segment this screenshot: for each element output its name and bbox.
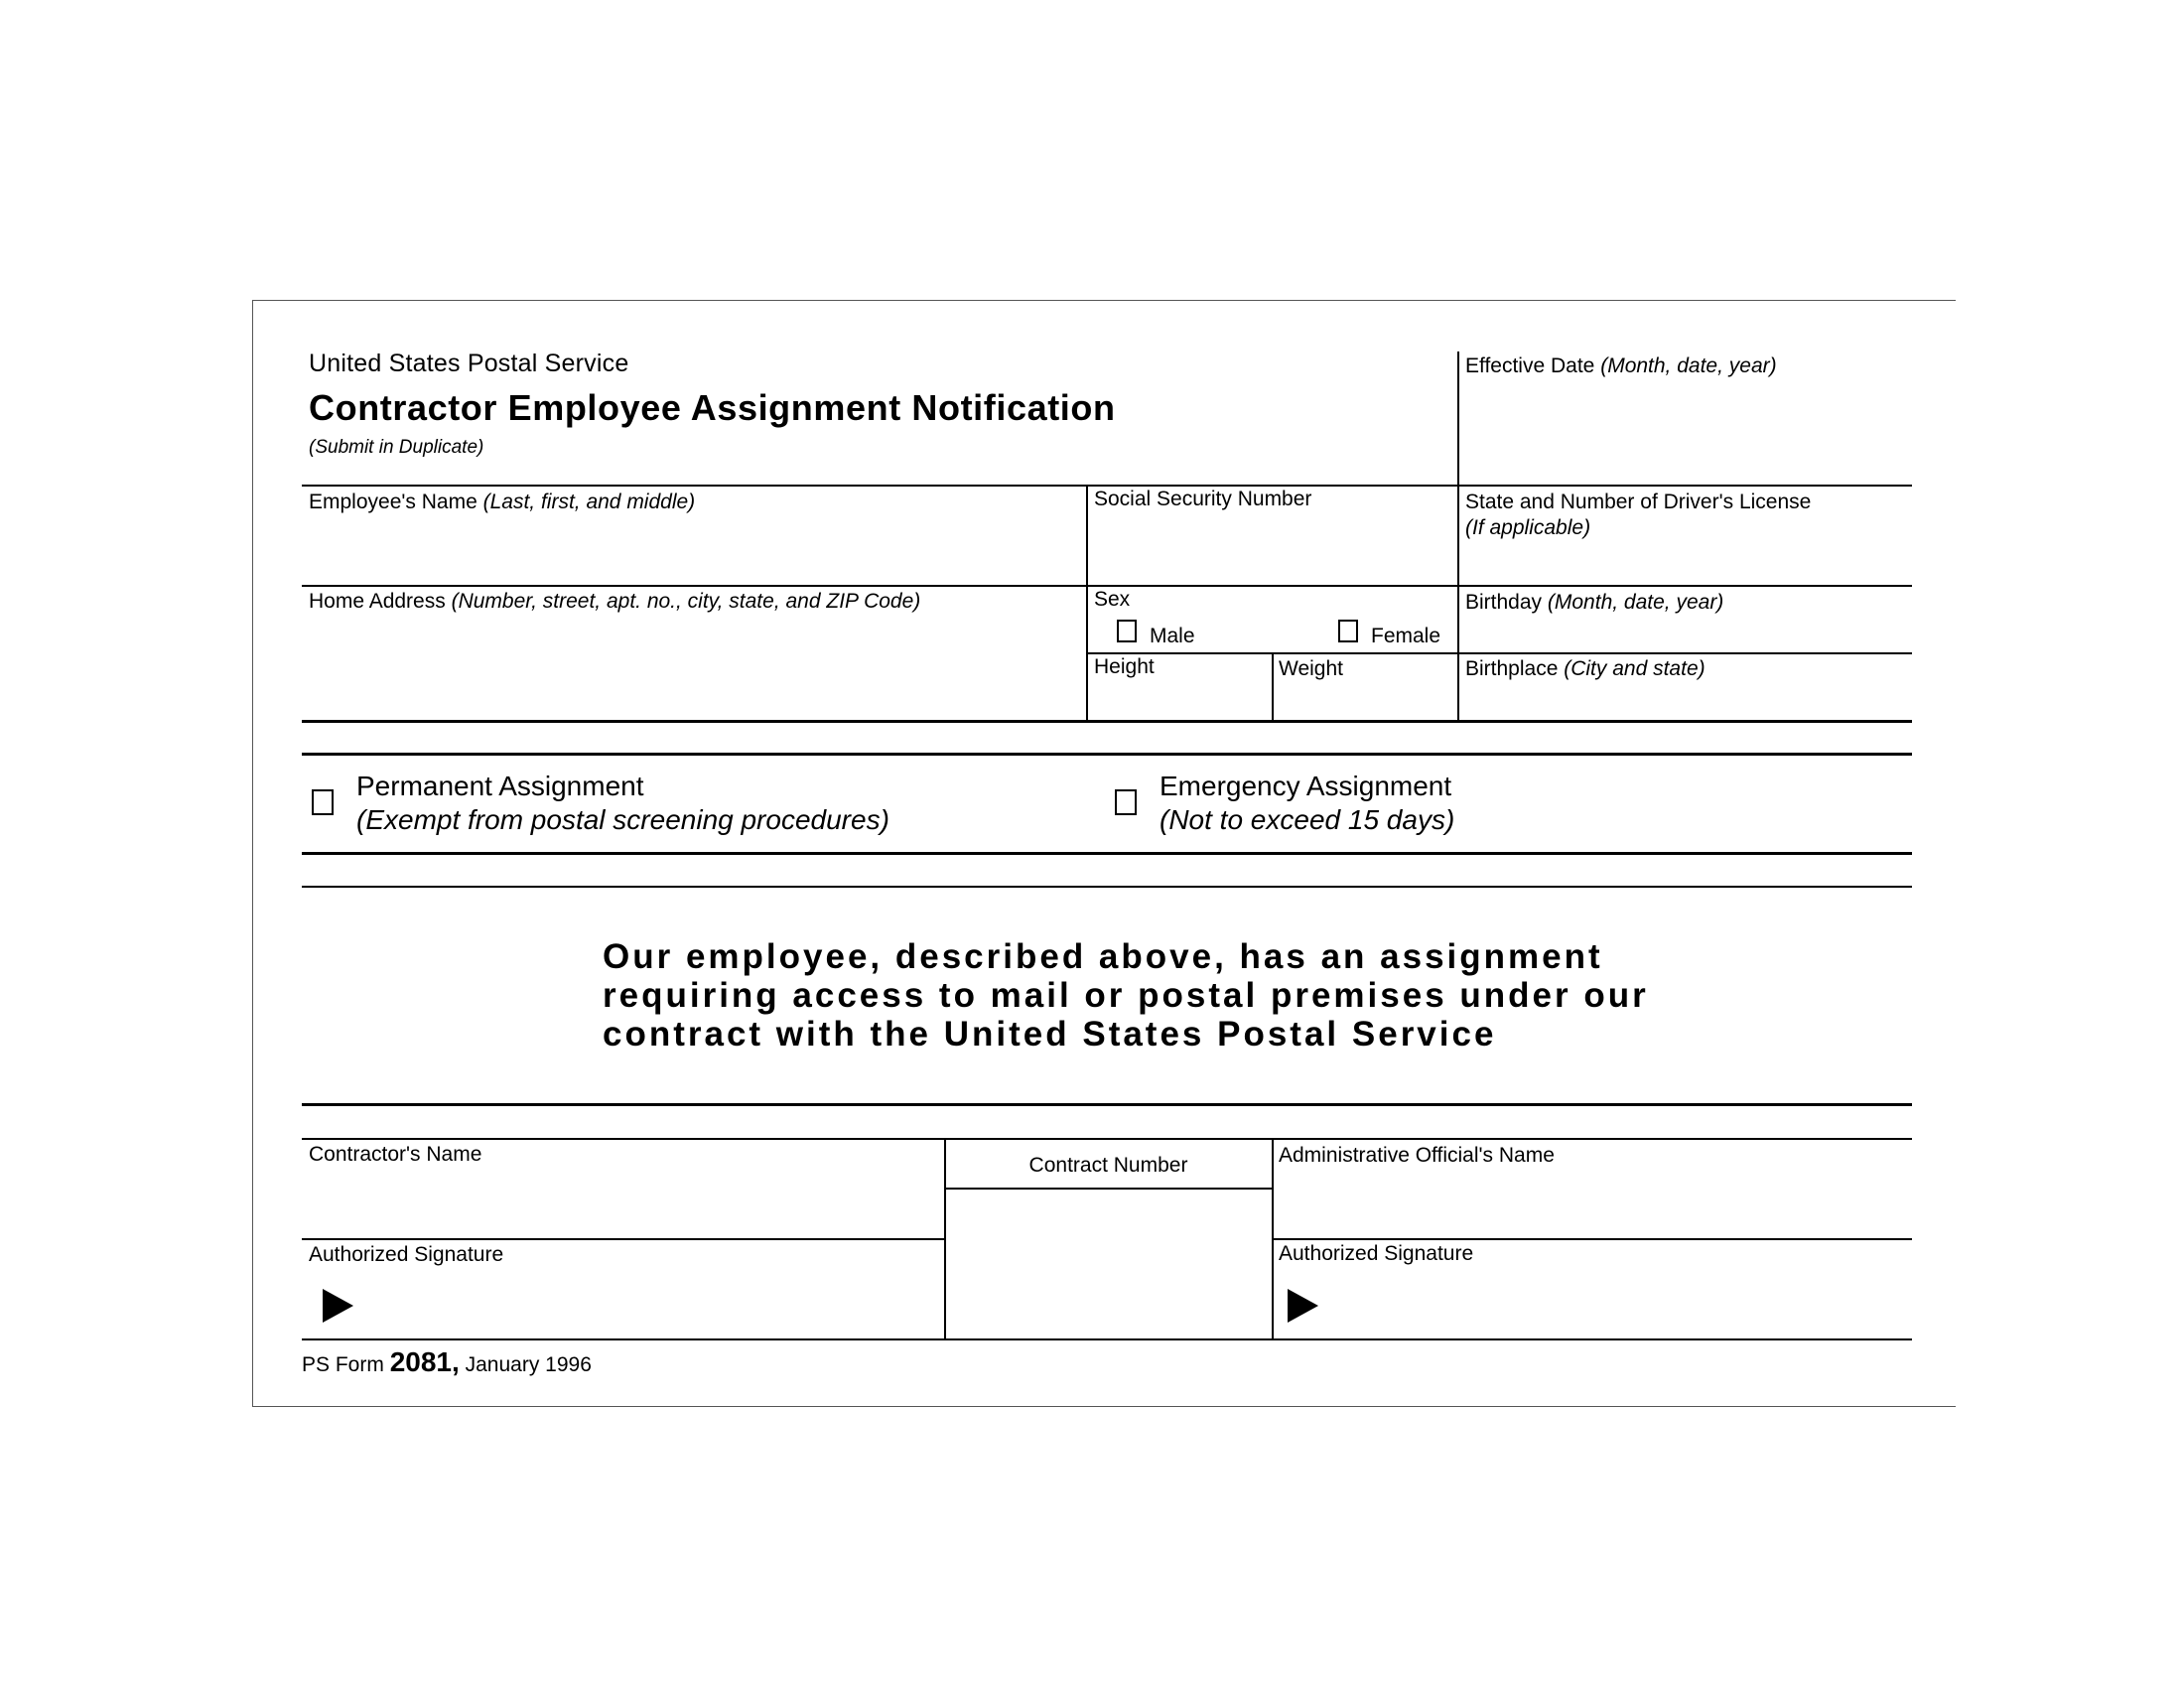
female-label: Female (1371, 625, 1441, 647)
home-address-field[interactable] (309, 618, 1083, 717)
statement-line: Our employee, described above, has an assignment (603, 937, 1603, 976)
home-address-label: Home Address (Number, street, apt. no., city, state, and ZIP Code) (309, 590, 921, 613)
ssn-label: Social Security Number (1094, 488, 1312, 510)
authorized-signature-label-left: Authorized Signature (309, 1243, 504, 1266)
section-divider (302, 720, 1912, 723)
assignment-statement (603, 937, 1649, 1054)
employee-name-label: Employee's Name (Last, first, and middle) (309, 491, 696, 513)
female-checkbox[interactable] (1338, 620, 1358, 642)
divider-ssn (1086, 485, 1088, 721)
contract-number-field[interactable] (948, 1192, 1270, 1336)
drivers-license-label: State and Number of Driver's License (1465, 491, 1812, 513)
row-divider (1272, 1238, 1912, 1240)
drivers-license-field[interactable] (1465, 542, 1902, 582)
divider-effective-date (1457, 352, 1459, 487)
effective-date-field[interactable] (1465, 381, 1902, 481)
section-divider (302, 753, 1912, 756)
authorized-signature-label-right: Authorized Signature (1279, 1242, 1474, 1265)
form-date: January 1996 (465, 1353, 592, 1376)
emergency-assignment-checkbox[interactable] (1115, 789, 1137, 815)
contractor-name-field[interactable] (309, 1170, 940, 1235)
birthplace-label: Birthplace (City and state) (1465, 657, 1706, 680)
row-divider (302, 1338, 1912, 1340)
effective-date-label: Effective Date (Month, date, year) (1465, 354, 1777, 377)
sex-label: Sex (1094, 588, 1131, 611)
form-note: (Submit in Duplicate) (309, 437, 484, 458)
permanent-assignment-title: Permanent Assignment (356, 771, 644, 801)
male-label: Male (1150, 625, 1195, 647)
form-border-left (252, 300, 253, 1407)
emergency-assignment-note: (Not to exceed 15 days) (1160, 804, 1455, 835)
row-divider (302, 1238, 945, 1240)
form-number: 2081, (389, 1346, 460, 1377)
birthday-label: Birthday (Month, date, year) (1465, 591, 1724, 614)
height-label: Height (1094, 655, 1155, 678)
section-divider (302, 886, 1912, 888)
birthday-field[interactable] (1465, 618, 1902, 651)
ssn-field[interactable] (1094, 516, 1451, 582)
contractor-name-label: Contractor's Name (309, 1143, 482, 1166)
footer-prefix: PS Form (302, 1353, 384, 1376)
section-divider (302, 852, 1912, 855)
signature-arrow-icon (323, 1289, 353, 1323)
employee-name-field[interactable] (309, 518, 1083, 582)
row-divider (1086, 652, 1912, 654)
form-border-bottom (252, 1406, 1956, 1407)
statement-line: contract with the United States Postal Service (603, 1015, 1497, 1054)
admin-official-label: Administrative Official's Name (1279, 1144, 1555, 1167)
height-field[interactable] (1094, 681, 1269, 717)
admin-official-field[interactable] (1279, 1170, 1906, 1235)
contract-number-label: Contract Number (1028, 1154, 1188, 1177)
divider-weight (1272, 652, 1274, 721)
section-divider (302, 1103, 1912, 1106)
permanent-assignment-checkbox[interactable] (312, 789, 334, 815)
authorized-signature-field-left[interactable] (367, 1275, 939, 1335)
drivers-license-hint: (If applicable) (1465, 516, 1591, 539)
agency-name: United States Postal Service (309, 350, 629, 377)
permanent-assignment-note: (Exempt from postal screening procedures) (356, 804, 889, 835)
weight-field[interactable] (1279, 681, 1451, 717)
weight-label: Weight (1279, 657, 1343, 680)
form-title: Contractor Employee Assignment Notification (309, 387, 1116, 428)
form-border-top (252, 300, 1956, 301)
male-checkbox[interactable] (1117, 620, 1137, 642)
authorized-signature-field-right[interactable] (1332, 1275, 1904, 1335)
divider-license (1457, 485, 1459, 721)
contract-number-divider (944, 1188, 1273, 1190)
section-divider (302, 1138, 1912, 1140)
signature-arrow-icon (1288, 1289, 1318, 1323)
statement-line: requiring access to mail or postal premises under our (603, 976, 1649, 1015)
birthplace-field[interactable] (1465, 681, 1902, 717)
form-footer (302, 1346, 592, 1378)
emergency-assignment-title: Emergency Assignment (1160, 771, 1452, 801)
